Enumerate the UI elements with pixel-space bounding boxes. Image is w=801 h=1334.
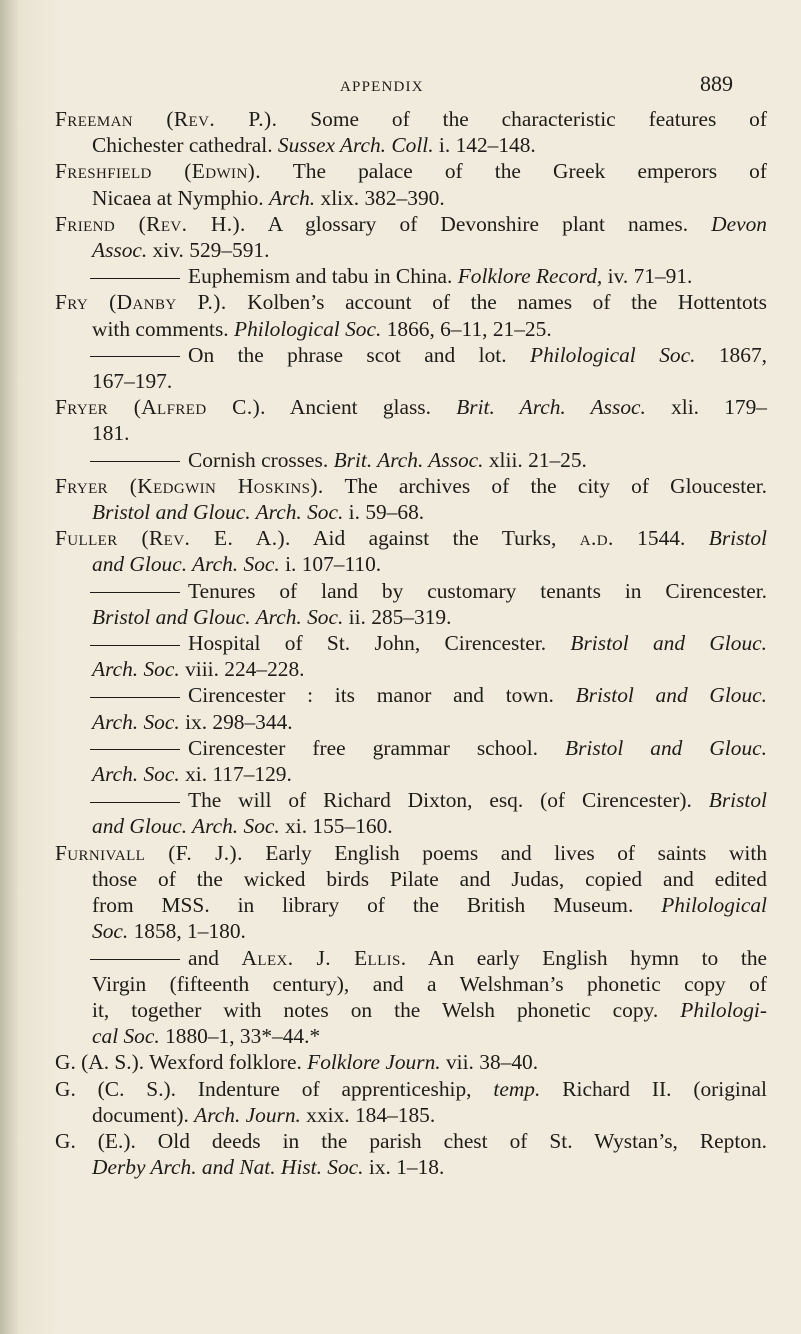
- journal-title: Bristol and Glouc.: [570, 631, 767, 656]
- journal-title: Folklore Journ.: [307, 1050, 441, 1075]
- entry-text: 1858, 1–180.: [128, 919, 246, 944]
- entry-text: Virgin (fifteenth century), and a Welshman’s phonetic copy of: [92, 971, 767, 996]
- entry-text: xxix. 184–185.: [300, 1102, 436, 1127]
- bibliography-entry: [55, 787, 767, 839]
- ditto-rule: [90, 802, 180, 803]
- journal-title: cal Soc.: [92, 1024, 160, 1049]
- entry-line: [55, 211, 767, 237]
- entry-text: The will of Richard Dixton, esq. (of Cirencester).: [188, 788, 709, 813]
- bibliography-entry: [55, 682, 767, 734]
- journal-title: temp.: [493, 1076, 541, 1101]
- entry-line: [55, 237, 767, 263]
- entry-text: Chichester cathedral.: [92, 133, 278, 158]
- entry-text: ii. 285–319.: [343, 604, 452, 629]
- entry-line: [55, 735, 767, 761]
- entry-line: [55, 342, 767, 368]
- bibliography-entry: [55, 578, 767, 630]
- bibliography-entry: [55, 525, 767, 577]
- entry-text: Hospital of St. John, Cirencester.: [188, 631, 571, 656]
- journal-title: Arch. Soc.: [92, 709, 180, 734]
- entry-line: [55, 656, 767, 682]
- entry-text: xiv. 529–591.: [147, 238, 270, 263]
- bibliography-entry: [55, 394, 767, 446]
- author-name: Alex. J. Ellis.: [241, 945, 407, 970]
- entry-line: [55, 1102, 767, 1128]
- entry-line: [55, 813, 767, 839]
- author-name: Freshfield (Edwin).: [55, 159, 261, 184]
- journal-title: Arch. Journ.: [194, 1102, 301, 1127]
- entry-line: [55, 997, 767, 1023]
- author-name: Fuller (Rev. E. A.).: [55, 526, 291, 551]
- page-number: 889: [700, 71, 733, 96]
- entry-text: ix. 298–344.: [179, 709, 293, 734]
- entry-line: [55, 892, 767, 918]
- journal-title: Bristol and Glouc.: [565, 735, 767, 760]
- entry-line: [55, 1076, 767, 1102]
- entry-text: On the phrase scot and lot.: [188, 342, 530, 367]
- entry-text: it, together with notes on the Welsh phonetic copy.: [92, 997, 681, 1022]
- entry-text: xlix. 382–390.: [315, 185, 445, 210]
- running-head-title: APPENDIX: [340, 79, 424, 95]
- entry-text: with comments.: [92, 316, 234, 341]
- journal-title: Bristol: [708, 526, 768, 551]
- ditto-rule: [90, 645, 180, 646]
- bibliography-entry: [55, 106, 767, 158]
- entry-text: Richard II. (original: [540, 1076, 767, 1101]
- entry-text: Cornish crosses.: [188, 447, 334, 472]
- ditto-rule: [90, 592, 180, 593]
- entry-text: ix. 1–18.: [363, 1155, 445, 1180]
- entry-line: [55, 761, 767, 787]
- entry-line: [55, 971, 767, 997]
- bibliography-entry: [55, 473, 767, 525]
- entry-text: iv. 71–91.: [602, 264, 693, 289]
- journal-title: and Glouc. Arch. Soc.: [92, 814, 280, 839]
- bibliography-entry: [55, 630, 767, 682]
- bibliography-entry: [55, 342, 767, 394]
- author-name: a.d.: [579, 526, 614, 551]
- entry-line: [55, 551, 767, 577]
- entry-line: [55, 368, 767, 394]
- entry-text: xi. 155–160.: [279, 814, 393, 839]
- entry-line: [55, 918, 767, 944]
- journal-title: Arch. Soc.: [92, 657, 180, 682]
- entry-text: 1544.: [613, 526, 709, 551]
- journal-title: Bristol: [708, 788, 767, 813]
- entry-text: viii. 224–228.: [179, 657, 305, 682]
- entry-line: [55, 709, 767, 735]
- entry-line: [55, 630, 767, 656]
- bibliography-entry: [55, 945, 767, 1050]
- bibliography-entries: [55, 106, 767, 1180]
- journal-title: Folklore Record,: [457, 264, 603, 289]
- journal-title: Philologi-: [680, 997, 767, 1022]
- journal-title: Philological Soc.: [234, 316, 382, 341]
- journal-title: Bristol and Glouc. Arch. Soc.: [92, 604, 344, 629]
- entry-text: xlii. 21–25.: [483, 447, 587, 472]
- journal-title: Assoc.: [92, 238, 148, 263]
- bibliography-entry: [55, 1128, 767, 1180]
- ditto-rule: [90, 959, 180, 960]
- journal-title: Brit. Arch. Assoc.: [333, 447, 484, 472]
- entry-line: [55, 420, 767, 446]
- bibliography-entry: [55, 263, 767, 289]
- entry-text: i. 59–68.: [343, 500, 425, 525]
- entry-text: i. 107–110.: [279, 552, 382, 577]
- running-head: [0, 71, 801, 101]
- author-name: Fryer (Alfred C.).: [55, 395, 266, 420]
- journal-title: Bristol and Glouc. Arch. Soc.: [92, 500, 344, 525]
- bibliography-entry: [55, 1076, 767, 1128]
- journal-title: Arch.: [269, 185, 316, 210]
- author-name: Freeman (Rev. P.).: [55, 107, 278, 131]
- entry-text: Cirencester : its manor and town.: [188, 683, 576, 708]
- entry-line: [55, 1128, 767, 1154]
- journal-title: Derby Arch. and Nat. Hist. Soc.: [92, 1155, 364, 1180]
- bibliography-entry: [55, 289, 767, 341]
- journal-title: Brit. Arch. Assoc.: [456, 395, 646, 420]
- journal-title: Soc.: [92, 919, 129, 944]
- journal-title: Philological Soc.: [530, 342, 696, 367]
- journal-title: Bristol and Glouc.: [575, 683, 767, 708]
- entry-line: [55, 263, 767, 289]
- journal-title: Philological: [661, 893, 767, 918]
- page-gutter-shadow: [0, 0, 18, 1334]
- entry-line: [55, 499, 767, 525]
- entry-text: 1880–1, 33*–44.*: [159, 1024, 321, 1049]
- ditto-rule: [90, 356, 180, 357]
- entry-text: The archives of the city of Gloucester.: [323, 473, 767, 498]
- bibliography-entry: [55, 211, 767, 263]
- journal-title: Sussex Arch. Coll.: [277, 133, 434, 158]
- author-name: Furnivall (F. J.).: [55, 840, 243, 865]
- entry-text: Ancient glass.: [265, 395, 457, 420]
- entry-text: those of the wicked birds Pilate and Judas, copied and edited: [92, 866, 767, 891]
- entry-line: [55, 447, 767, 473]
- entry-text: The palace of the Greek emperors of: [260, 159, 767, 184]
- entry-text: Cirencester free grammar school.: [188, 735, 566, 760]
- entry-text: 1867,: [695, 342, 767, 367]
- entry-line: [55, 787, 767, 813]
- entry-text: An early English hymn to the: [406, 945, 768, 970]
- entry-text: Nicaea at Nymphio.: [92, 185, 270, 210]
- entry-line: [55, 866, 767, 892]
- entry-text: G. (C. S.). Indenture of apprenticeship,: [55, 1076, 494, 1101]
- entry-text: G. (E.). Old deeds in the parish chest of St. Wystan’s, Repton.: [55, 1128, 767, 1153]
- journal-title: and Glouc. Arch. Soc.: [92, 552, 280, 577]
- ditto-rule: [90, 461, 180, 462]
- entry-line: [55, 106, 767, 132]
- ditto-rule: [90, 697, 180, 698]
- entry-line: [55, 473, 767, 499]
- entry-line: [55, 1154, 767, 1180]
- entry-text: Early English poems and lives of saints with: [242, 840, 768, 865]
- entry-line: [55, 840, 767, 866]
- entry-text: A glossary of Devonshire plant names.: [245, 211, 712, 236]
- entry-line: [55, 578, 767, 604]
- entry-text: from MSS. in library of the British Museum.: [92, 893, 662, 918]
- entry-text: and: [188, 945, 242, 970]
- entry-text: Kolben’s account of the names of the Hottentots: [226, 290, 767, 315]
- entry-line: [55, 525, 767, 551]
- ditto-rule: [90, 278, 180, 279]
- entry-line: [55, 1049, 767, 1075]
- entry-text: Tenures of land by customary tenants in Cirencester.: [188, 578, 767, 603]
- entry-line: [55, 158, 767, 184]
- author-name: Fry (Danby P.).: [55, 290, 227, 315]
- entry-line: [55, 316, 767, 342]
- author-name: Fryer (Kedgwin Hoskins).: [55, 473, 324, 498]
- entry-text: 167–197.: [92, 369, 173, 394]
- entry-text: xi. 117–129.: [179, 762, 292, 787]
- entry-text: Some of the characteristic features of: [277, 107, 768, 131]
- entry-line: [55, 289, 767, 315]
- entry-line: [55, 945, 767, 971]
- entry-text: vii. 38–40.: [440, 1050, 539, 1075]
- entry-line: [55, 132, 767, 158]
- bibliography-entry: [55, 158, 767, 210]
- bibliography-entry: [55, 840, 767, 945]
- entry-line: [55, 604, 767, 630]
- ditto-rule: [90, 749, 180, 750]
- bibliography-entry: [55, 447, 767, 473]
- journal-title: Arch. Soc.: [92, 762, 180, 787]
- author-name: Friend (Rev. H.).: [55, 211, 246, 236]
- entry-line: [55, 185, 767, 211]
- entry-text: Euphemism and tabu in China.: [188, 264, 458, 289]
- entry-text: Aid against the Turks,: [290, 526, 580, 551]
- bibliography-entry: [55, 1049, 767, 1075]
- entry-line: [55, 394, 767, 420]
- entry-text: i. 142–148.: [433, 133, 536, 158]
- entry-line: [55, 1023, 767, 1049]
- entry-text: G. (A. S.). Wexford folklore.: [55, 1050, 308, 1075]
- journal-title: Devon: [711, 211, 767, 236]
- entry-text: xli. 179–: [645, 395, 767, 420]
- entry-line: [55, 682, 767, 708]
- entry-text: 1866, 6–11, 21–25.: [381, 316, 552, 341]
- entry-text: 181.: [92, 421, 130, 446]
- bibliography-entry: [55, 735, 767, 787]
- entry-text: document).: [92, 1102, 195, 1127]
